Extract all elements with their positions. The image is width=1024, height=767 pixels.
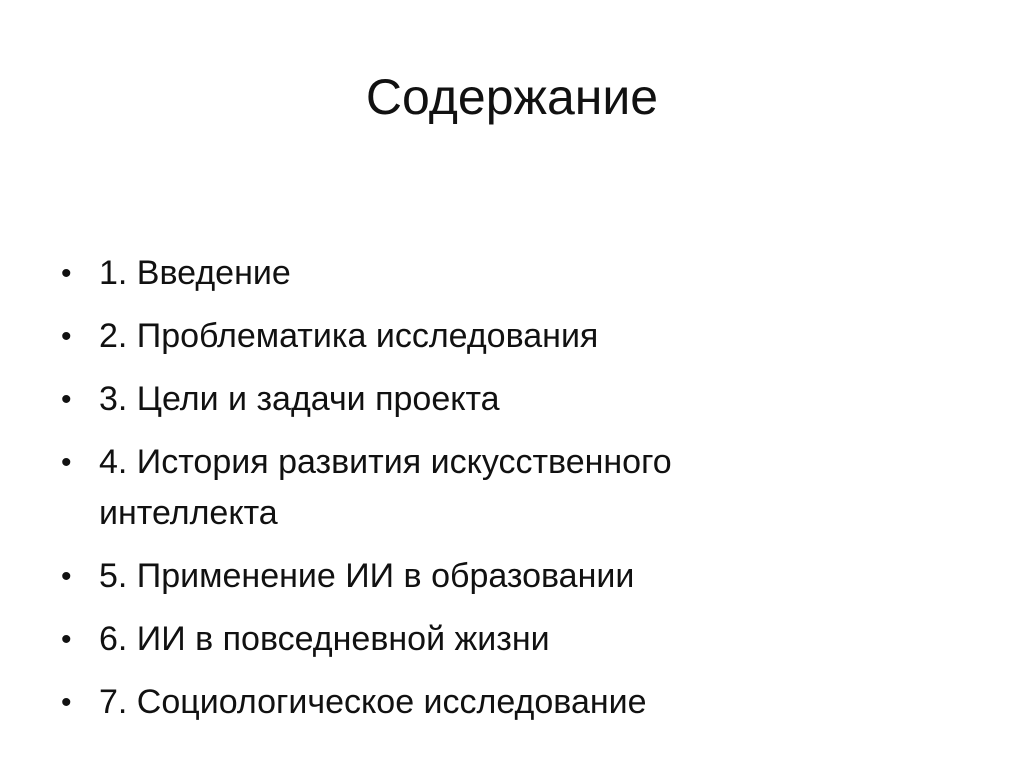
- list-item-text: 5. Применение ИИ в образовании: [99, 557, 635, 595]
- bullet-icon: •: [61, 560, 72, 593]
- list-item-text: 6. ИИ в повседневной жизни: [99, 620, 550, 658]
- bullet-icon: •: [61, 383, 72, 416]
- list-item-text: 2. Проблематика исследования: [99, 317, 599, 355]
- list-item-text: 3. Цели и задачи проекта: [99, 380, 500, 418]
- list-item: [55, 437, 859, 539]
- list-item-text: 7. Социологическое исследование: [99, 683, 647, 721]
- list-item: [55, 248, 955, 299]
- list-item: [55, 614, 955, 665]
- slide-title: Содержание: [365, 69, 659, 125]
- list-item: [55, 374, 955, 425]
- list-item: [55, 677, 955, 728]
- list-item: [55, 311, 955, 362]
- bullet-icon: •: [61, 257, 72, 290]
- list-item-text: 4. История развития искусственного интеллекта: [99, 443, 672, 532]
- bullet-icon: •: [61, 446, 72, 479]
- bullet-icon: •: [61, 320, 72, 353]
- bullet-icon: •: [61, 623, 72, 656]
- list-item-text: 1. Введение: [99, 254, 291, 292]
- contents-list: [55, 248, 955, 728]
- list-item: [55, 551, 955, 602]
- bullet-icon: •: [61, 686, 72, 719]
